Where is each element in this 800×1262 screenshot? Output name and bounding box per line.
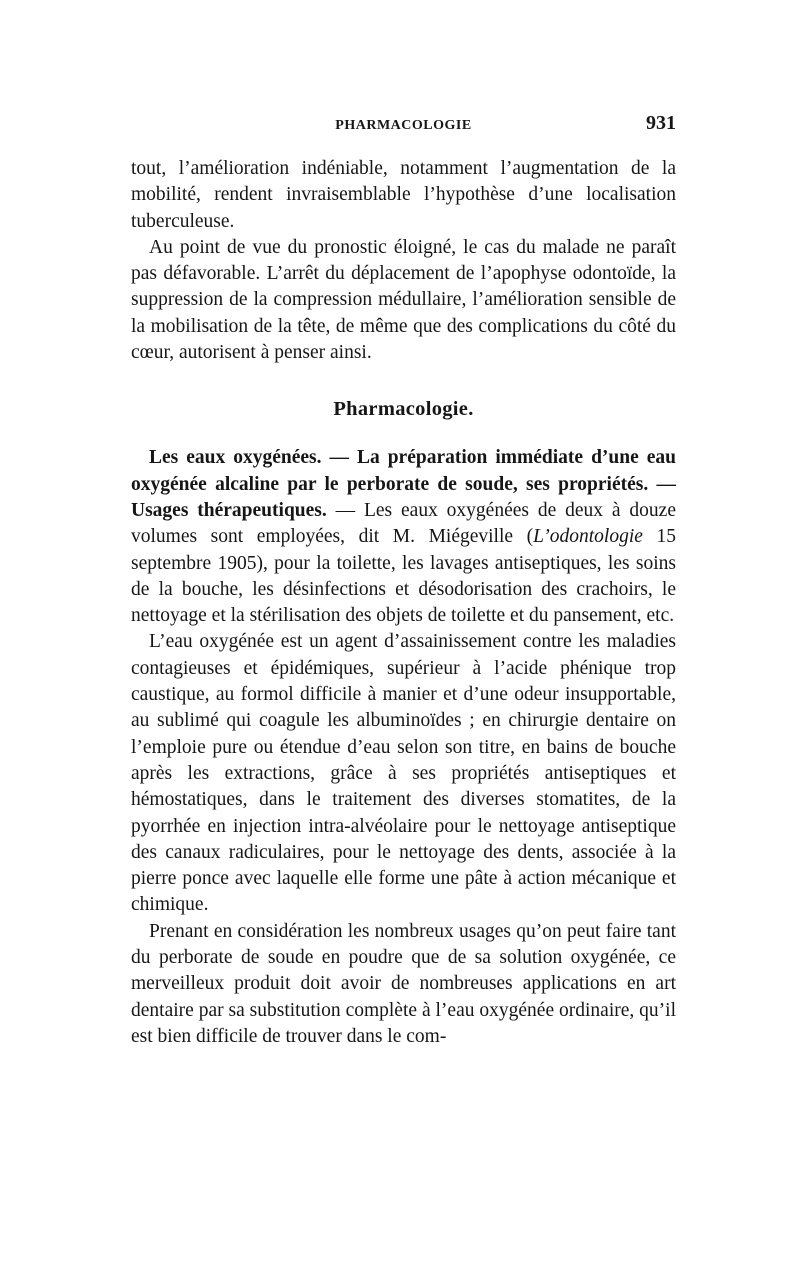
- article-title: Les eaux oxygénées. — La préparation immédiate d’une eau oxygénée alcaline par le perborate de soude, ses propriétés. — Usages thérapeutiques.: [131, 447, 676, 521]
- article-intro-text-2: 15 septembre 1905), pour la toilette, les lavages antiseptiques, les soins de la bouche, les désinfections et désodorisation des crachoirs, le nettoyage et la stérilisation des objets de toilette et du pansement, etc.: [131, 526, 677, 627]
- book-page: [131, 110, 676, 1050]
- section-heading: Pharmacologie.: [333, 398, 474, 421]
- running-header: [131, 110, 676, 138]
- paragraph-perborate: Prenant en considération les nombreux usages qu’on peut faire tant du perborate de soude en poudre que de sa solution oxygénée, ce merveilleux produit doit avoir de nombreuses applications en art dentaire par sa substitution complète à l’eau oxygénée ordinaire, qu’il est bien difficile de trouver dans le com-: [131, 920, 676, 1047]
- paragraph-uses: L’eau oxygénée est un agent d’assainissement contre les maladies contagieuses et épidémiques, supérieur à l’acide phénique trop caustique, au formol difficile à manier et d’une odeur insupportable, au sublimé qui coagule les albuminoïdes ; en chirurgie dentaire on l’emploie pure ou étendue d’eau selon son titre, en bains de bouche après les extractions, grâce à ses propriétés antiseptiques et hémostatiques, dans le traitement des diverses stomatites, de la pyorrhée en injection intra-alvéolaire pour le nettoyage antiseptique des canaux radiculaires, pour le nettoyage des dents, associée à la pierre ponce avec laquelle elle forme une pâte à action mécanique et chimique.: [131, 631, 676, 916]
- page-number: 931: [646, 112, 676, 134]
- journal-title: L’odontologie: [533, 526, 643, 548]
- paragraph-article-intro: [131, 445, 676, 629]
- article-intro-text-1: — Les eaux oxygénées de deux à douze volumes sont employées, dit M. Miégeville (: [131, 499, 676, 548]
- running-title: PHARMACOLOGIE: [335, 118, 472, 133]
- paragraph-prognosis: Au point de vue du pronostic éloigné, le cas du malade ne paraît pas défavorable. L’arrêt du déplacement de l’apophyse odontoïde, la suppression de la compression médullaire, l’amélioration sensible de la mobilisation de la tête, de même que des complications du côté du cœur, autorisent à penser ainsi.: [131, 236, 676, 364]
- paragraph-continued: tout, l’amélioration indéniable, notamment l’augmentation de la mobilité, rendent invraisemblable l’hypothèse d’une localisation tuberculeuse.: [131, 158, 676, 232]
